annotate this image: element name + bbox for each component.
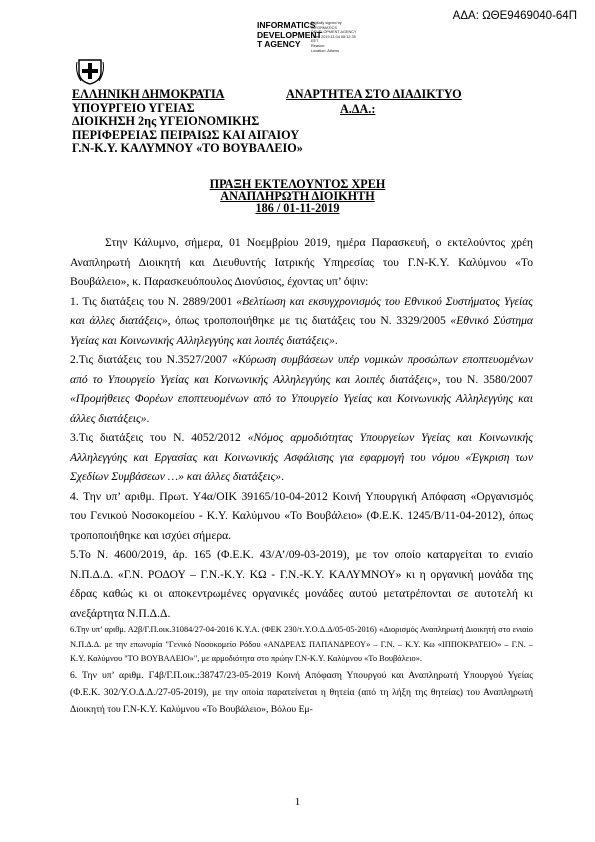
greek-coat-of-arms-icon xyxy=(75,54,105,86)
law-title: «Εθνικό Σύστημα Υγείας και Κοινωνικής Αλληλεγγύης και λοιπές διατάξεις» xyxy=(70,314,534,347)
consideration-5: 5.Το Ν. 4600/2019, άρ. 165 (Φ.Ε.Κ. 43/Α’/09-03-2019), με τον οποίο καταργείται το ενιαίο Ν.Π.Δ.Δ. «Γ.Ν. ΡΟΔΟΥ – Γ.Ν.-Κ.Υ. ΚΩ - Γ.Ν.-Κ.Υ. ΚΑΛΥΜΝΟΥ» κι η οργανική μονάδα της έδρας καθώς κι οι αποκεντρωμένες οργανικές μονάδες αυτού μετατρέπονται σε αυτοτελή κι ανεξάρτητα Ν.Π.Δ.Δ. xyxy=(70,548,533,620)
sig-line: INFORMATICS xyxy=(311,25,337,30)
sig-line: Digitally signed by xyxy=(311,21,342,25)
issuer-header xyxy=(72,88,303,156)
agency-line: T AGENCY xyxy=(257,39,301,49)
sig-line: Location: Athens xyxy=(311,48,340,53)
text: , όπως τροποποιήθηκε με τις διατάξεις του Ν. 3329/2005 xyxy=(167,314,451,327)
sig-line: Date: 2019.11.04 08:12:39 xyxy=(311,34,356,39)
text: . xyxy=(146,411,150,425)
consideration-6: 6.Την υπ’ αριθμ. Α2β/Γ.Π.οικ.31084/27-04-2016 Κ.Υ.Α. (ΦΕΚ 230/τ.Υ.Ο.Δ.Δ/05-05-2016) «Διορισμός Αναπληρωτή Διοικητή στο ενιαίο Ν.Π.Δ.Δ. με την επωνυμία "Γενικό Νοσοκομείο Ρόδου «ΑΝΔΡΕΑΣ ΠΑΠΑΝΔΡΕΟΥ» – Γ.Ν. – Κ.Υ. Κω «ΙΠΠΟΚΡΑΤΕΙΟ» – Γ.Ν. – Κ.Υ. Καλύμνου "ΤΟ ΒΟΥΒΑΛΕΙΟ»", με αρμοδιότητα στο πρώην Γ.Ν-Κ.Υ. Καλύμνου «Το Βουβάλειο». xyxy=(70,625,533,664)
document-body xyxy=(70,233,533,718)
agency-line: DEVELOPMENT xyxy=(257,29,322,40)
consideration-4: 4. Την υπ’ αριθμ. Πρωτ. Υ4α/ΟΙΚ 39165/10-04-2012 Κοινή Υπουργική Απόφαση «Οργανισμός του Γενικού Νοσοκομείου - Κ.Υ. Καλύμνου «Το Βουβάλειο» (Φ.Ε.Κ. 1245/Β/11-04-2012), όπως τροποποιήθηκε και ισχύει σήμερα. xyxy=(70,489,533,542)
sig-line: Reason: xyxy=(311,43,326,48)
sig-line: EET xyxy=(311,39,319,44)
text: . xyxy=(281,470,284,483)
ada-code: ΑΔΑ: ΩΘΕ9469040-64Π xyxy=(452,10,577,22)
title-line: ΠΡΑΞΗ ΕΚΤΕΛΟΥΝΤΟΣ ΧΡΕΗ xyxy=(209,177,386,191)
ada-label: Α.ΔΑ.: xyxy=(340,102,376,116)
consideration-7: 6. Την υπ’ αριθμ. Γ4β/Γ.Π.οικ.:38747/23-05-2019 Κοινή Απόφαση Υπουργού και Αναπληρωτή Υπουργού Υγείας (Φ.Ε.Κ. 302/Υ.Ο.Δ.Δ./27-05-2019), με την οποία παρατείνεται η θητεία (από τη λήξη της θητείας) του Αναπληρωτή Διοικητή του Γ.Ν-Κ.Υ. Καλύμνου «Το Βουβάλειο», Βόλου Εμ- xyxy=(70,669,533,715)
header-line: ΕΛΛΗΝΙΚΗ ΔΗΜΟΚΡΑΤΙΑ xyxy=(72,87,225,101)
text: , του Ν. 3580/2007 xyxy=(437,372,533,386)
act-title xyxy=(0,178,595,215)
text: 2.Τις διατάξεις του Ν.3527/2007 xyxy=(70,353,233,366)
law-title: «Προμήθειες Φορέων εποπτευομένων από το Υπουργείο Υγείας και Κοινωνικής Αλληλεγγύης και άλλες διατάξεις» xyxy=(70,392,533,425)
header-line: ΔΙΟΙΚΗΣΗ 2ης ΥΓΕΙΟΝΟΜΙΚΗΣ xyxy=(72,114,260,129)
law-title: «Νόμος αρμοδιότητας Υπουργείων Υγείας και Κοινωνικής Αλληλεγγύης και Εργασίας και Κοινωνικής Ασφάλισης για εφαρμογή του νόμου «Έγκριση των Σχεδίων Συμβάσεων …» και άλλες διατάξεις» xyxy=(70,431,533,483)
law-title: «Κύρωση συμβάσεων υπέρ νομικών προσώπων εποπτευομένων από το Υπουργείο Υγείας και Κοινωνικής Αλληλεγγύης και λοιπές διατάξεις» xyxy=(70,353,533,386)
page-number: 1 xyxy=(294,796,301,808)
sig-line: DEVELOPMENT AGENCY xyxy=(311,30,357,35)
consideration-2 xyxy=(70,350,533,428)
act-number: 186 / 01-11-2019 xyxy=(255,201,340,216)
header-line: Γ.Ν-Κ.Υ. ΚΑΛΥΜΝΟΥ «ΤΟ ΒΟΥΒΑΛΕΙΟ» xyxy=(72,141,303,156)
publish-online-notice: ΑΝΑΡΤΗΤΕΑ ΣΤΟ ΔΙΑΔΙΚΤΥΟ xyxy=(286,87,462,101)
digital-signature-details xyxy=(311,21,357,53)
text: 1. Τις διατάξεις του Ν. 2889/2001 xyxy=(70,294,237,308)
consideration-3 xyxy=(70,428,533,487)
header-line: ΥΠΟΥΡΓΕΙΟ ΥΓΕΙΑΣ xyxy=(72,100,195,115)
law-title: «Βελτίωση και εκσυγχρονισμός του Εθνικού Συστήματος Υγείας και άλλες διατάξεις» xyxy=(70,294,533,327)
title-line: ΑΝΑΠΛΗΡΩΤΗ ΔΙΟΙΚΗΤΗ xyxy=(220,189,375,204)
consideration-1 xyxy=(70,292,533,351)
header-line: ΠΕΡΙΦΕΡΕΙΑΣ ΠΕΙΡΑΙΩΣ ΚΑΙ ΑΙΓΑΙΟΥ xyxy=(72,127,300,142)
text: 3.Τις διατάξεις του Ν. 4052/2012 xyxy=(70,431,248,444)
agency-line: INFORMATICS xyxy=(257,20,316,30)
text: . xyxy=(334,333,338,347)
intro-paragraph: Στην Κάλυμνο, σήμερα, 01 Νοεμβρίου 2019, ημέρα Παρασκευή, ο εκτελούντος χρέη Αναπληρωτή Διοικητή και Διευθυντής Ιατρικής Υπηρεσίας του Γ.Ν-Κ.Υ. Καλύμνου «Το Βουβάλειο», κ. Παρασκευόπουλος Διονύσιος, έχοντας υπ’ όψιν: xyxy=(70,236,533,288)
